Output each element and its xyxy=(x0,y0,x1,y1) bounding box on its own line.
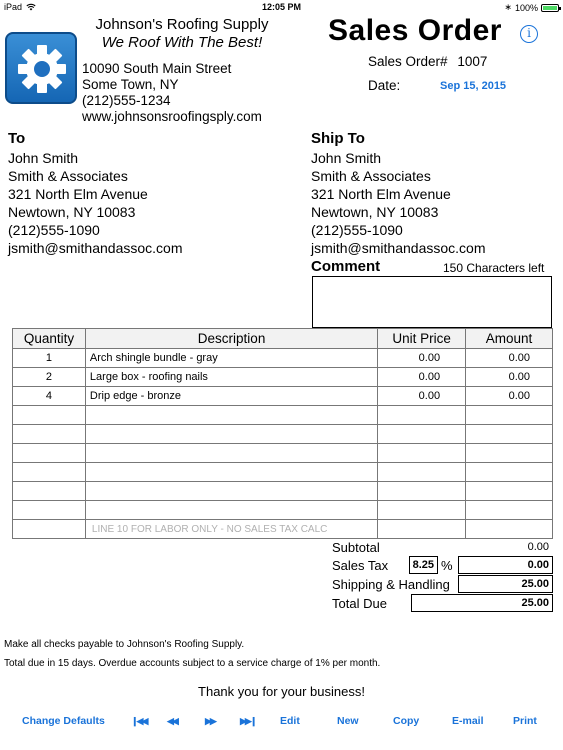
info-icon[interactable]: i xyxy=(520,25,538,43)
company-info[interactable] xyxy=(82,16,282,125)
description-cell[interactable]: Arch shingle bundle - gray xyxy=(85,349,377,368)
ship-to-email: jsmith@smithandassoc.com xyxy=(311,240,486,256)
bill-to-company: Smith & Associates xyxy=(8,168,128,184)
change-defaults-button[interactable]: Change Defaults xyxy=(22,715,105,727)
quantity-cell[interactable] xyxy=(13,520,86,539)
last-record-icon[interactable]: ▶▶❙ xyxy=(240,716,256,726)
unit-price-cell[interactable] xyxy=(378,425,466,444)
unit-price-cell[interactable] xyxy=(378,463,466,482)
bluetooth-icon: ∗ xyxy=(504,2,512,12)
shipping-row xyxy=(332,575,553,594)
quantity-cell[interactable] xyxy=(13,482,86,501)
quantity-cell[interactable] xyxy=(13,463,86,482)
unit-price-cell[interactable] xyxy=(378,444,466,463)
amount-cell[interactable]: 0.00 xyxy=(466,349,553,368)
ship-to-header: Ship To xyxy=(311,130,365,147)
first-record-icon[interactable]: ❙◀◀ xyxy=(131,716,147,726)
ship-to-city: Newtown, NY 10083 xyxy=(311,204,439,220)
company-phone: (212)555-1234 xyxy=(82,93,171,108)
ship-to-name: John Smith xyxy=(311,150,382,166)
unit-price-cell[interactable]: 0.00 xyxy=(378,349,466,368)
gear-icon xyxy=(13,40,71,98)
column-header-quantity: Quantity xyxy=(13,329,86,349)
description-cell[interactable] xyxy=(85,463,377,482)
bill-to-email: jsmith@smithandassoc.com xyxy=(8,240,183,256)
sales-tax-value: 0.00 xyxy=(458,556,553,574)
ship-to-phone: (212)555-1090 xyxy=(311,222,403,238)
table-header-row xyxy=(13,329,553,349)
subtotal-row xyxy=(332,538,553,557)
comment-field[interactable] xyxy=(312,276,552,328)
page-title: Sales Order xyxy=(328,14,502,47)
shipping-input[interactable]: 25.00 xyxy=(458,575,553,593)
column-header-unit-price: Unit Price xyxy=(378,329,466,349)
bill-to-street: 321 North Elm Avenue xyxy=(8,186,148,202)
description-cell[interactable] xyxy=(85,501,377,520)
ship-to-street: 321 North Elm Avenue xyxy=(311,186,451,202)
thank-you-message: Thank you for your business! xyxy=(198,684,365,699)
bill-to-phone: (212)555-1090 xyxy=(8,222,100,238)
company-address-line2: Some Town, NY xyxy=(82,77,179,92)
table-row[interactable] xyxy=(13,463,553,482)
amount-cell[interactable] xyxy=(466,406,553,425)
company-name: Johnson's Roofing Supply xyxy=(95,16,269,33)
amount-cell[interactable] xyxy=(466,501,553,520)
percent-sign: % xyxy=(441,558,453,573)
table-row[interactable] xyxy=(13,501,553,520)
table-row[interactable] xyxy=(13,425,553,444)
unit-price-cell[interactable] xyxy=(378,482,466,501)
quantity-cell[interactable]: 4 xyxy=(13,387,86,406)
characters-left: 150 Characters left xyxy=(443,261,545,275)
payment-note: Make all checks payable to Johnson's Roofing Supply. xyxy=(4,639,245,650)
device-label: iPad xyxy=(4,2,23,12)
sales-tax-row xyxy=(332,556,553,575)
total-due-row xyxy=(332,594,553,613)
description-cell[interactable] xyxy=(85,444,377,463)
date-label: Date: xyxy=(368,78,401,93)
quantity-cell[interactable]: 1 xyxy=(13,349,86,368)
description-cell[interactable] xyxy=(85,406,377,425)
status-time: 12:05 PM xyxy=(261,2,302,12)
amount-cell[interactable] xyxy=(466,463,553,482)
subtotal-value: 0.00 xyxy=(527,541,549,553)
shipping-label: Shipping & Handling xyxy=(332,577,450,592)
order-number-label: Sales Order# xyxy=(368,54,448,69)
unit-price-cell[interactable] xyxy=(378,520,466,539)
quantity-cell[interactable] xyxy=(13,444,86,463)
unit-price-cell[interactable] xyxy=(378,406,466,425)
ship-to-block[interactable] xyxy=(311,130,486,257)
quantity-cell[interactable]: 2 xyxy=(13,368,86,387)
battery-percent: 100% xyxy=(514,2,538,13)
copy-button[interactable]: Copy xyxy=(393,715,420,727)
order-number-value: 1007 xyxy=(457,54,488,69)
column-header-amount: Amount xyxy=(466,329,553,349)
column-header-description: Description xyxy=(85,329,377,349)
table-row[interactable] xyxy=(13,444,553,463)
date-picker[interactable]: Sep 15, 2015 xyxy=(440,80,507,92)
description-cell[interactable] xyxy=(85,425,377,444)
table-row[interactable] xyxy=(13,387,553,406)
bill-to-city: Newtown, NY 10083 xyxy=(8,204,136,220)
edit-button[interactable]: Edit xyxy=(280,715,300,727)
table-row-labor[interactable] xyxy=(13,520,553,539)
order-number-row[interactable] xyxy=(368,54,487,69)
unit-price-cell[interactable] xyxy=(378,501,466,520)
table-row[interactable] xyxy=(13,368,553,387)
unit-price-cell[interactable]: 0.00 xyxy=(378,368,466,387)
previous-record-icon[interactable]: ◀◀ xyxy=(167,716,177,726)
company-website: www.johnsonsroofingsply.com xyxy=(82,109,262,124)
company-address-line1: 10090 South Main Street xyxy=(82,61,232,76)
comment-label: Comment xyxy=(311,258,381,275)
company-logo[interactable] xyxy=(5,32,77,104)
bill-to-header: To xyxy=(8,130,26,147)
description-cell[interactable]: Drip edge - bronze xyxy=(85,387,377,406)
description-cell[interactable]: LINE 10 FOR LABOR ONLY - NO SALES TAX CALC xyxy=(85,520,377,539)
total-due-value: 25.00 xyxy=(411,594,553,612)
quantity-cell[interactable] xyxy=(13,501,86,520)
sales-tax-rate-input[interactable]: 8.25 xyxy=(409,556,438,574)
sales-tax-label: Sales Tax xyxy=(332,558,389,573)
ship-to-company: Smith & Associates xyxy=(311,168,431,184)
line-items-table xyxy=(12,328,553,539)
amount-cell[interactable]: 0.00 xyxy=(466,387,553,406)
quantity-cell[interactable] xyxy=(13,425,86,444)
amount-cell[interactable]: 0.00 xyxy=(466,368,553,387)
amount-cell[interactable] xyxy=(466,425,553,444)
total-due-label: Total Due xyxy=(332,596,387,611)
table-row[interactable] xyxy=(13,406,553,425)
unit-price-cell[interactable]: 0.00 xyxy=(378,387,466,406)
terms-note: Total due in 15 days. Overdue accounts subject to a service charge of 1% per month. xyxy=(4,658,381,669)
amount-cell[interactable] xyxy=(466,444,553,463)
table-row[interactable] xyxy=(13,349,553,368)
company-slogan: We Roof With The Best! xyxy=(101,34,263,51)
amount-cell[interactable] xyxy=(466,482,553,501)
amount-cell[interactable] xyxy=(466,520,553,539)
bill-to-block[interactable] xyxy=(8,130,183,257)
table-row[interactable] xyxy=(13,482,553,501)
print-button[interactable]: Print xyxy=(513,715,537,727)
next-record-icon[interactable]: ▶▶ xyxy=(205,716,215,726)
description-cell[interactable] xyxy=(85,482,377,501)
bill-to-name: John Smith xyxy=(8,150,79,166)
description-cell[interactable]: Large box - roofing nails xyxy=(85,368,377,387)
bottom-toolbar xyxy=(0,712,563,732)
subtotal-label: Subtotal xyxy=(332,540,380,555)
quantity-cell[interactable] xyxy=(13,406,86,425)
email-button[interactable]: E-mail xyxy=(452,715,484,727)
battery-icon xyxy=(541,4,559,12)
new-button[interactable]: New xyxy=(337,715,359,727)
